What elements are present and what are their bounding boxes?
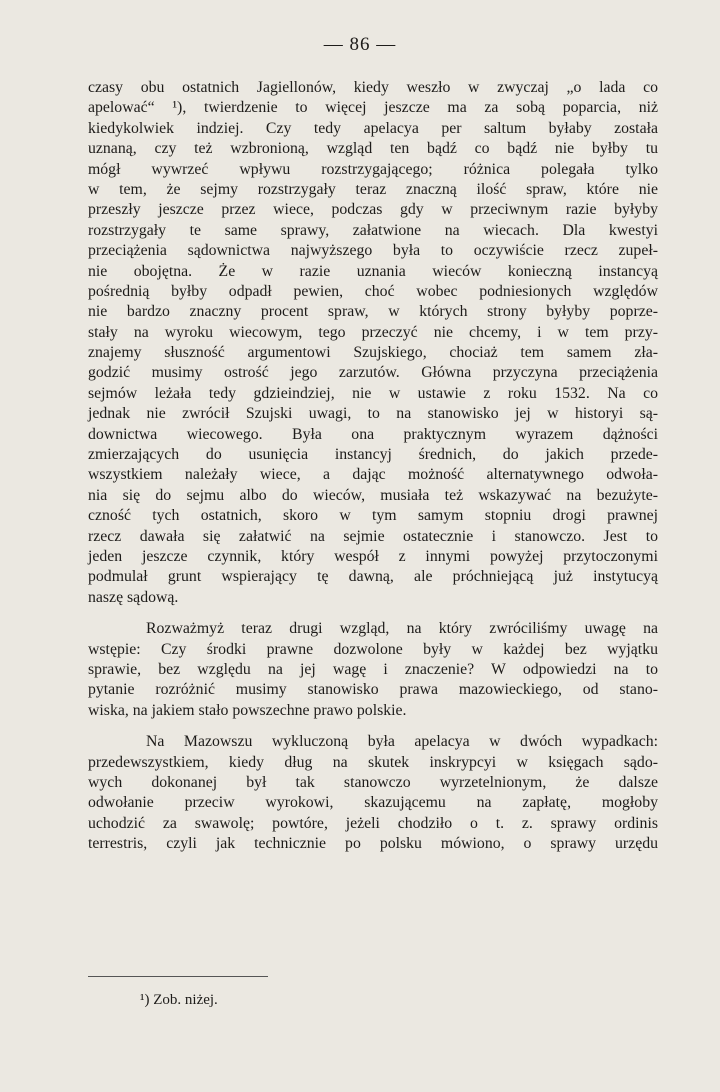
text-line: wych dokonanej był tak stanowczo wyrzetelnionym, że dalsze [88,773,658,791]
body-text [88,78,658,854]
text-line: znajemy słuszność argumentowi Szujskiego, chociaż tem samem zła- [88,344,658,362]
text-line: sprawie, bez względu na jej wagę i znaczenie? W odpowiedzi na to [88,660,658,678]
text-line: odwołanie przeciw wyrokowi, skazującemu na zapłatę, mogłoby [88,794,658,812]
text-line: pytanie rozróżnić musimy stanowisko prawa mazowieckiego, od stano- [88,681,658,699]
text-line: w tem, że sejmy rozstrzygały teraz znaczną ilość spraw, które nie [88,180,658,198]
text-line: rozstrzygały te same sprawy, załatwione na wiecach. Dla kwestyi [88,221,658,239]
text-line: apelować“ ¹), twierdzenie to więcej jeszcze ma za sobą poparcia, niż [88,99,658,117]
footnote: ¹) Zob. niżej. [140,992,218,1008]
text-line: godzić musimy ostrość jego zarzutów. Główna przyczyna przeciążenia [88,364,658,382]
text-line: uznaną, czy też wzbronioną, wzgląd ten bądź co bądź nie byłby tu [88,140,658,158]
text-line: terrestris, czyli jak technicznie po polsku mówiono, o sprawy urzędu [88,835,658,853]
text-line: jeden jeszcze czynnik, który wespół z innymi powyżej przytoczonymi [88,547,658,565]
text-line: rzecz dawała się załatwić na sejmie ostatecznie i stanowczo. Jest to [88,527,658,545]
text-line: kiedykolwiek indziej. Czy tedy apelacya per saltum byłaby została [88,119,658,137]
text-line: przedewszystkiem, kiedy dług na skutek inskrypcyi w księgach sądo- [88,753,658,771]
text-line: przeciążenia sądownictwa najwyższego była to oczywiście rzecz zupeł- [88,242,658,260]
footnote-divider [88,976,268,977]
text-line: nia się do sejmu albo do wieców, musiała też wskazywać na bezużyte- [88,486,658,504]
text-line: czasy obu ostatnich Jagiellonów, kiedy weszło w zwyczaj „o lada co [88,79,658,96]
text-line: jednak nie zwrócił Szujski uwagi, to na stanowisko jej w historyi są- [88,405,658,423]
text-line: wstępie: Czy środki prawne dozwolone były w każdej bez wyjątku [88,640,658,658]
text-line: wiska, na jakiem stało powszechne prawo polskie. [88,701,407,719]
text-line: podmulał grunt wspierający tę dawną, ale próchniejącą już instytucyą [88,568,658,586]
paragraph-start-line: Rozważmyż teraz drugi wzgląd, na który zwróciliśmy uwagę na [146,620,658,638]
text-line: wszystkiem należały wiece, a dając możność alternatywnego odwoła- [88,466,658,484]
text-line: naszę sądową. [88,588,179,606]
text-line: stały na wyroku wiecowym, tego przeczyć nie chcemy, i w tem przy- [88,323,658,341]
text-line: mógł wywrzeć wpływu rozstrzygającego; różnica polegała tylko [88,160,658,178]
paragraph-start-line: Na Mazowszu wykluczoną była apelacya w dwóch wypadkach: [146,733,658,751]
page-number: — 86 — [323,34,397,55]
text-line: czność tych ostatnich, skoro w tym samym stopniu drogi prawnej [88,507,658,525]
text-line: nie bardzo znaczny procent spraw, w których strony byłyby poprze- [88,303,658,321]
text-line: sejmów leżała tedy gdzieindziej, nie w ustawie z roku 1532. Na co [88,384,658,402]
text-line: pośrednią byłby odpadł pewien, choć wobec podniesionych względów [88,282,658,300]
text-line: uchodzić za swawolę; powtóre, jeżeli chodziło o t. z. sprawy ordinis [88,814,658,832]
text-line: zmierzających do usunięcia instancyj średnich, do jakich przede- [88,446,658,464]
text-line: przeszły jeszcze przez wiece, podczas gdy w przeciwnym razie byłyby [88,201,658,219]
text-line: downictwa wiecowego. Była ona praktycznym wyrazem dążności [88,425,658,443]
text-line: nie obojętna. Że w razie uznania wieców konieczną instancyą [88,262,658,280]
